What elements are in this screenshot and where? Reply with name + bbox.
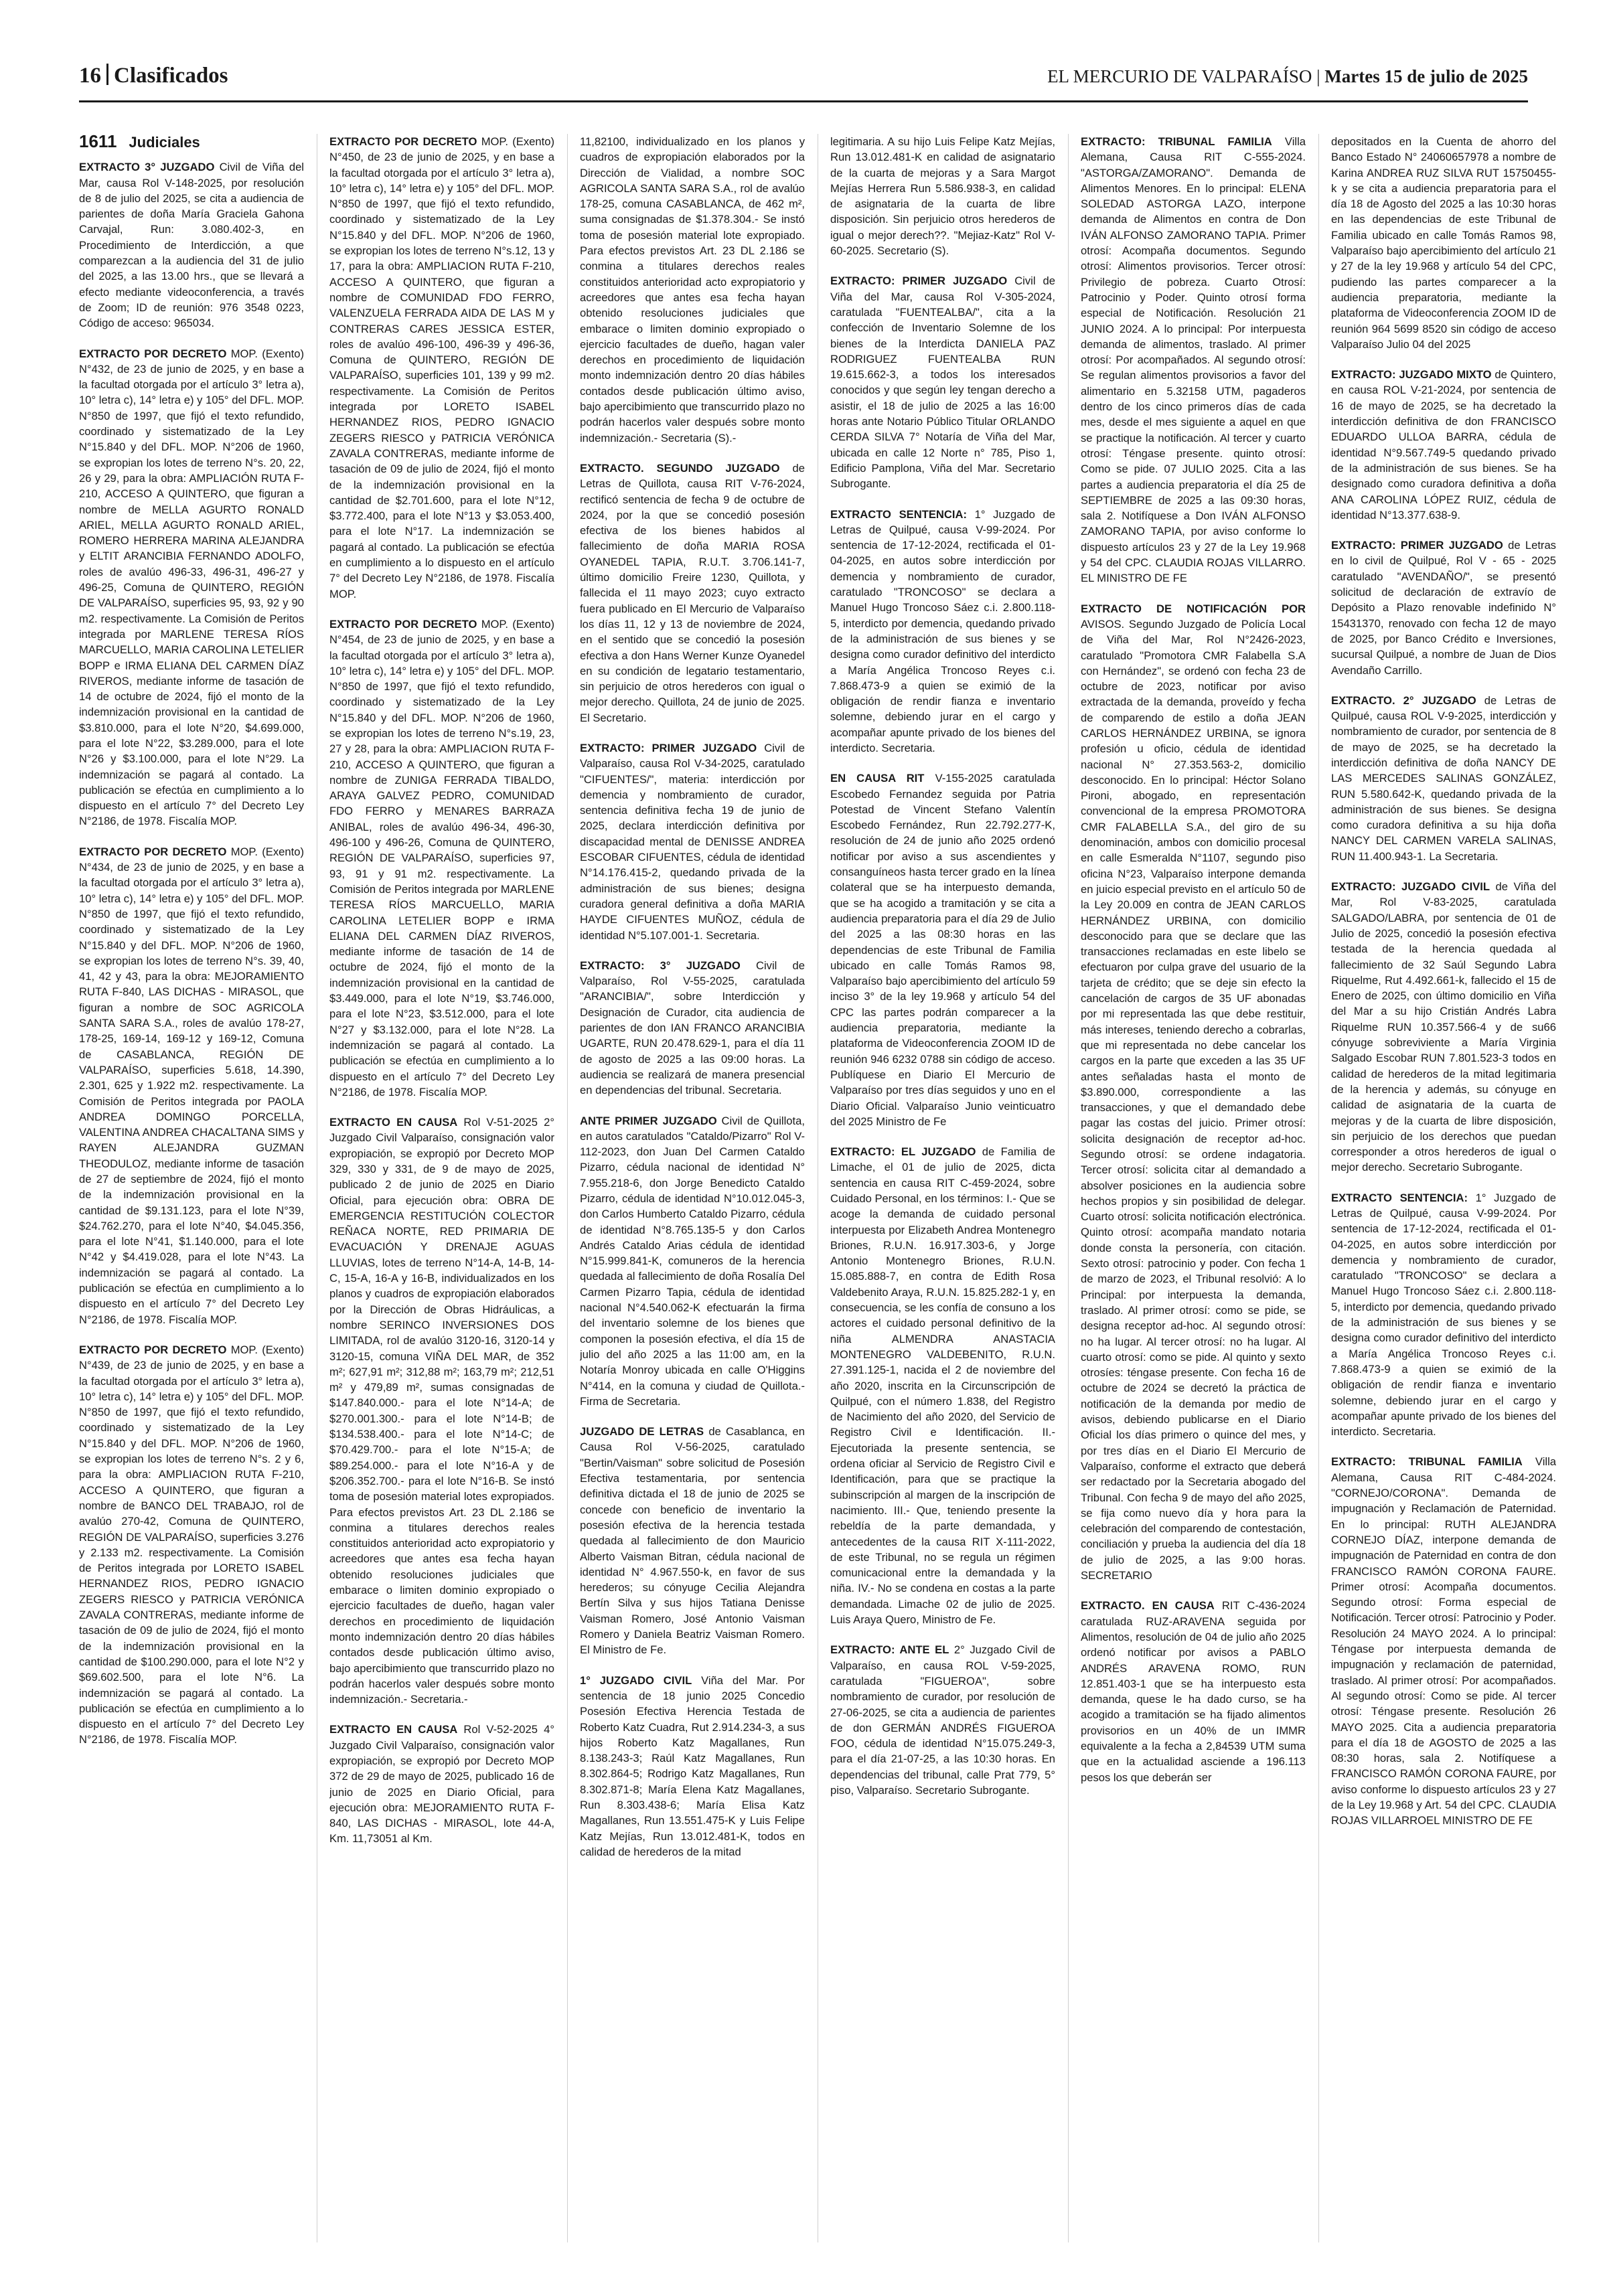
notice-text: de Letras de Quilpué, causa ROL V-9-2025, interdicción y nombramiento de curador, por sentencia de 8 de mayo de 2025, se ha decretado la interdicción definitiva de doña NANCY DE LAS MERCEDES SALINAS GONZÁLEZ, RUN 5.580.642-K, quedando privada de la administración de sus bienes. Se designa como curadora definitiva a su hija doña NANCY DEL CARMEN VARELA SALINAS, RUN 11.400.943-1. La Secretaria.	[1331, 693, 1556, 863]
column-divider	[1318, 134, 1319, 2242]
notice-lead: EXTRACTO: EL JUZGADO	[830, 1145, 976, 1159]
notice-text: Viña del Mar. Por sentencia de 18 junio 2025 Concedio Posesión Efectiva Herencia Testada de Roberto Katz Cuadra, Rut 2.914.234-3, a sus hijos Roberto Katz Magallanes, Run 8.138.243-3; Raúl Katz Magallanes, Run 8.302.864-5; Rodrigo Katz Magallanes, Run 8.302.871-8; María Elena Katz Magallanes, Run 8.303.438-6; María Elisa Katz Magallanes, Run 13.551.475-K y Luis Felipe Katz Mejías, Run 13.012.481-K, todos en calidad de herederos de la mitad	[580, 1673, 805, 1858]
legal-notice	[1331, 134, 1556, 352]
legal-notice	[329, 1115, 554, 1707]
page-number: 16	[79, 64, 101, 88]
notice-lead: ANTE PRIMER JUZGADO	[580, 1114, 717, 1127]
legal-notice	[580, 958, 805, 1098]
notice-lead: EXTRACTO SENTENCIA:	[1331, 1191, 1468, 1204]
notice-text: legitimaria. A su hijo Luis Felipe Katz Mejías, Run 13.012.481-K en calidad de asignatario de la cuarta de mejoras y a Sara Margot Mejías Herrera Run 5.586.938-3, en calidad de asignataria de la cuarta de libre disposición. Sin perjuicio otros herederos de igual o mejor derech??. "Mejiaz-Katz" Rol V-60-2025. Secretario (S).	[830, 135, 1055, 258]
notice-text: MOP. (Exento) N°454, de 23 de junio de 2025, y en base a la facultad otorgada por el artículo 3° letra a), 10° letra c), 14° letra e) y 105° del DFL. MOP. N°850 de 1997, que fijó el texto refundido, coordinado y sistematizado de la Ley N°15.840 y del DFL. MOP. N°206 de 1960, se expropian los lotes de terreno N°s.19, 23, 27 y 28, para la obra: AMPLIACION RUTA F-210, ACCESO A QUINTERO, que figuran a nombre de ZUNIGA FERRADA TIBALDO, ARAYA GALVEZ PEDRO, COMUNIDAD FDO FERRO y MENARES BARRAZA ANIBAL, roles de avalúo 496-34, 496-30, 496-100 y 496-26, Comuna de QUINTERO, REGIÓN DE VALPARAÍSO, superficies 97, 93, 91 y 91 m2. respectivamente. La Comisión de Peritos integrada por MARLENE TERESA RÍOS MARCUELLO, MARIA CAROLINA LETELIER BOPP e IRMA ELIANA DEL CARMEN DÍAZ RIVEROS, mediante informe de tasación de 14 de octubre de 2024, fijó el monto de la indemnización provisional en la cantidad de $3.449.000, para el lote N°19, $3.746.000, para el lote N°23, $3.512.000, para el lote N°27 y $3.132.000, para el lote N°28. La indemnización se pagará al contado. La publicación se efectúa en cumplimiento a lo dispuesto en el artículo 7° del Decreto Ley N°2186, de 1978. Fiscalía MOP.	[329, 617, 554, 1098]
notice-lead: EXTRACTO: 3° JUZGADO	[580, 959, 741, 972]
publication-name: EL MERCURIO DE VALPARAÍSO	[1047, 66, 1312, 86]
notice-lead: EXTRACTO POR DECRETO	[79, 1343, 227, 1356]
notice-text: MOP. (Exento) N°434, de 23 de junio de 2025, y en base a la facultad otorgada por el artículo 3° letra a), 10° letra c), 14° letra e) y 105° del DFL. MOP. N°850 de 1997, que fijó el texto refundido, coordinado y sistematizado de la Ley N°15.840 y del DFL. MOP. N°206 de 1960, se expropian los lotes de terreno N°s. 39, 40, 41, 42 y 43, para la obra: MEJORAMIENTO RUTA F-840, LAS DICHAS - MIRASOL, que figuran a nombre de SOC AGRICOLA SANTA SARA S.A., roles de avalúo 178-27, 178-25, 169-14, 169-12 y 169-12, Comuna de CASABLANCA, REGIÓN DE VALPARAÍSO, superficies 5.618, 14.390, 2.301, 625 y 1.922 m2. respectivamente. La Comisión de Peritos integrada por PAOLA ANDREA DOMINGO PORCELLA, VALENTINA ANDREA CHACALTANA SIMS y RAYEN ALEJANDRA GUZMAN THEODULOZ, mediante informe de tasación de 27 de septiembre de 2024, fijó el monto de la indemnización provisional en la cantidad de $9.131.123, para el lote N°39, $24.762.270, para el lote N°40, $4.045.356, para el lote N°41, $1.140.000, para el lote N°42 y $4.419.028, para el lote N°43. La indemnización se pagará al contado. La publicación se efectúa en cumplimiento a lo dispuesto en el artículo 7° del Decreto Ley N°2186, de 1978. Fiscalía MOP.	[79, 845, 304, 1326]
notice-text: Rol V-51-2025 2° Juzgado Civil Valparaíso, consignación valor expropiación, se expropió por Decreto MOP 329, 330 y 331, de 9 de mayo de 2025, publicado 2 de junio de 2025 en Diario Oficial, para ejecución obra: OBRA DE EMERGENCIA RESTITUCIÓN COLECTOR REÑACA NORTE, RED PRIMARIA DE EVACUACIÓN Y DRENAJE AGUAS LLUVIAS, lotes de terreno N°14-A, 14-B, 14-C, 15-A, 16-A y 16-B, individualizados en los planos y cuadros de expropiación elaborados por la Dirección de Obras Hidráulicas, a nombre SERINCO INVERSIONES DOS LIMITADA, rol de avalúo 3120-16, 3120-14 y 3120-15, comuna VIÑA DEL MAR, de 352 m²; 627,91 m²; 312,88 m²; 163,79 m²; 212,51 m² y 479,89 m², sumas consignadas de $147.840.000.- para el lote N°14-A; de $270.001.300.- para el lote N°14-B; de $134.538.400.- para el lote N°14-C; de $70.429.700.- para el lote N°15-A; de $89.254.000.- para el lote N°16-A y de $206.352.700.- para el lote N°16-B. Se instó toma de posesión material lotes expropiados. Para efectos previstos Art. 23 DL 2.186 se conmina a titulares derechos reales constituidos anterioridad acto expropiatorio y acreedores que antes esa fecha hayan obtenido resoluciones judiciales que embarace o limiten dominio expropiado o ejercicio facultades de dueño, hagan valer derechos en procedimiento de liquidación monto indemnización dentro 20 días hábiles contados desde publicación último aviso, bajo apercibimiento que transcurrido plazo no podrán hacerlos valer después sobre monto indemnización.- Secretaria.-	[329, 1116, 554, 1706]
legal-notice	[79, 844, 304, 1327]
notice-lead: EXTRACTO. SEGUNDO JUZGADO	[580, 461, 780, 475]
publication-date: Martes 15 de julio de 2025	[1324, 66, 1528, 86]
notice-text: de Letras en lo civil de Quilpué, Rol V - 65 - 2025 caratulado "AVENDAÑO/", se presentó solicitud de declaración de extravío de Depósito a Plazo renovable indefinido N° 15431370, renovado con fecha 12 de mayo de 2025, por Banco Crédito e Inversiones, sucursal Quilpué, a nombre de Juan de Dios Avendaño Carrillo.	[1331, 539, 1556, 677]
column-6	[1331, 134, 1556, 2242]
notice-text: de Familia de Limache, el 01 de julio de 2025, dicta sentencia en causa RIT C-459-2024, sobre Cuidado Personal, en los términos: I.- Que se acoge la demanda de cuidado personal interpuesta por Elizabeth Andrea Montenegro Briones, R.U.N. 16.917.303-6, y Jorge Antonio Montenegro Briones, R.U.N. 15.085.888-7, en contra de Edith Rosa Valdebenito Araya, R.U.N. 15.825.282-1 y, en consecuencia, se les confía de consuno a los actores el cuidado personal definitivo de la niña ALMENDRA ANASTACIA MONTENEGRO VALDEBENITO, R.U.N. 27.391.125-1, nacida el 2 de noviembre del año 2020, inscrita en la Circunscripción de Quilpué, con el número 1.838, del Registro de Nacimiento del año 2020, del Servicio de Registro Civil e Identificación. II.- Ejecutoriada la presente sentencia, se ordena oficiar al Servicio de Registro Civil e Identificación, para que se practique la subinscripción al margen de la inscripción de nacimiento. III.- Que, teniendo presente la rebeldía de la parte demandada, y antecedentes de la causa RIT X-111-2022, de este Tribunal, no se regula un régimen comunicacional entre la demandada y la niña. IV.- No se condena en costas a la parte demandada. Limache 02 de julio de 2025. Luis Araya Quero, Ministro de Fe.	[830, 1145, 1055, 1627]
section-title: Clasificados	[114, 64, 228, 88]
notice-text: AVISOS. Segundo Juzgado de Policía Local de Viña del Mar, Rol N°2426-2023, caratulado "Promotora CMR Falabella S.A con Hernández", se ordenó con fecha 23 de octubre de 2023, notificar por aviso extractada de la demanda, proveído y fecha de comparendo de estilo a doña JEAN CARLOS HERNÁNDEZ URBINA, se ignora profesión u oficio, cédula de identidad nacional N° 27.353.563-2, domicilio desconocido. En lo principal: Héctor Solano Pironi, abogado, en representación convencional de la empresa PROMOTORA CMR FALABELLA S.A., del giro de su denominación, ambos con domicilio procesal en calle Esmeralda N°1107, segundo piso oficina N°23, Valparaíso interpone demanda en juicio especial previsto en el artículo 50 de la Ley 20.009 en contra de JEAN CARLOS HERNÁNDEZ URBINA, con domicilio desconocido para que se declare que las transacciones reclamadas en este libelo se efectuaron por culpa grave del usuario de la tarjeta de crédito; que se deje sin efecto la cancelación de cargos de 35 UF abonadas por mi representada las que debe restituir, más intereses, teniendo derecho a cobrarlas, que mi representada no debe cancelar los cargos en la parte que exceden a las 35 UF antes señaladas hasta el monto de $3.890.000, correspondiente a las transacciones, y que el demandado debe pagar las costas del juicio. Primer otrosí: solicita designación de receptor ad-hoc. Segundo otrosí: se ordene indagatoria. Tercer otrosí: solicita citar al demandado a absolver posiciones en la audiencia sobre hechos propios y sin posibilidad de delegar. Cuarto otrosí: solicita notificación electrónica. Quinto otrosí: acompaña mandato notaria donde consta la personería, con citación. Sexto otrosí: patrocinio y poder. Con fecha 1 de marzo de 2023, el Tribunal resolvió: A lo Principal: por interpuesta la demanda, traslado. Al primer otrosí: como se pide, se designa receptor ad-hoc. Al segundo otrosí: no ha lugar. Al tercer otrosí: no ha lugar. Al cuarto otrosí: como se pide. Al quinto y sexto otrosíes: téngase presente. Con fecha 16 de octubre de 2024 se decretó la práctica de notificación de la demanda por medio de avisos, debiendo publicarse en el Diario Oficial los días primero o quince del mes, y por tres días en el Diario El Mercurio de Valparaíso, conforme el extracto que deberá ser redactado por la Secretaria abogado del Tribunal. Con fecha 9 de mayo del año 2025, se fija como nuevo día y hora para la celebración del comparendo de contestación, conciliación y prueba la audiencia del día 18 de julio de 2025, a las 9:00 horas. SECRETARIO	[1081, 617, 1306, 1582]
legal-notice	[580, 1424, 805, 1657]
notice-text: 1° Juzgado de Letras de Quilpué, causa V-99-2024. Por sentencia de 17-12-2024, rectificada el 01-04-2025, en autos sobre interdicción por demencia y nombramiento de curador, caratulado "TRONCOSO" se declara a Manuel Hugo Troncoso Sáez c.i. 2.800.118-5, interdicto por demencia, quedando privado de la administración de sus bienes y se designa como curador definitivo del interdicto a María Angélica Troncoso Reyes c.i. 7.868.473-9 a quien se eximió de la obligación de rendir fianza e inventario solemne, debiendo jurar en el cargo y acompañar apunte privado de los bienes del interdicto. Secretaria.	[1331, 1191, 1556, 1439]
header-right	[1047, 66, 1528, 87]
legal-notice	[830, 770, 1055, 1129]
column-3	[580, 134, 805, 2242]
notice-text: Villa Alemana, Causa RIT C-484-2024. "CORNEJO/CORONA". Demanda de impugnación y Reclamación de Paternidad. En lo principal: RUTH ALEJANDRA CORNEJO DÍAZ, interpone demanda de impugnación de Paternidad en contra de don FRANCISCO RAMÓN CORONA FAURE. Primer otrosí: Acompaña documentos. Segundo otrosí: Forma especial de Notificación. Tercer otrosí: Patrocinio y Poder. Resolución 24 MAYO 2024. A lo principal: Téngase por interpuesta demanda de impugnación y reclamación de paternidad, traslado. Al primer otrosí: Por acompañados. Al segundo otrosí: Como se pide. Al tercer otrosí: Téngase presente. Resolución 26 MAYO 2025. Cita a audiencia preparatoria para el día 18 de AGOSTO de 2025 a las 08:30 horas, sala 2. Notifíquese a FRANCISCO RAMÓN CORONA FAURE, por aviso conforme lo dispuesto artículos 23 y 27 de la Ley 19.968 y Art. 54 del CPC. CLAUDIA ROJAS VILLARROEL MINISTRO DE FE	[1331, 1455, 1556, 1827]
legal-notice	[1081, 1598, 1306, 1785]
notice-text: Villa Alemana, Causa RIT C-555-2024. "ASTORGA/ZAMORANO". Demanda de Alimentos Menores. En lo principal: ELENA SOLEDAD ASTORGA LAZO, interpone demanda de Alimentos en contra de Don IVÁN ALFONSO ZAMORANO TAPIA. Primer otrosí: Acompaña documentos. Segundo otrosí: Alimentos provisorios. Tercer otrosí: Privilegio de pobreza. Cuarto Otrosí: Patrocinio y Poder. Quinto otrosí forma especial de Notificación. Resolución 21 JUNIO 2024. A lo principal: Por interpuesta demanda de alimentos, traslado. Al primer otrosí: Por acompañados. Al segundo otrosí: Se regulan alimentos provisorios a favor del alimentario en 5.32158 UTM, pagaderos dentro de los cinco primeros días de cada mes, desde el mes siguiente a aquel en que se practique la notificación. Al tercer y cuarto otrosí: Téngase presente. quinto otrosí: Como se pide. 07 JULIO 2025. Cita a las partes a audiencia preparatoria el día 25 de SEPTIEMBRE de 2025 a las 09:30 horas, sala 2. Notifíquese a Don IVÁN ALFONSO ZAMORANO TAPIA, por aviso conforme lo dispuesto artículos 23 y 27 de la Ley 19.968 y 54 del CPC. CLAUDIA ROJAS VILLARRO. EL MINISTRO DE FE	[1081, 135, 1306, 585]
legal-notice	[1331, 879, 1556, 1175]
legal-notice	[830, 273, 1055, 491]
notice-text: RIT C-436-2024 caratulada RUZ-ARAVENA seguida por Alimentos, resolución de 04 de julio año 2025 ordenó notificar por avisos a PABLO ANDRÉS ARAVENA ROMO, RUN 12.851.403-1 que se ha interpuesto esta demanda, quese le ha dado curso, se ha acogido a tramitación se ha fijado alimentos provisorios en un 40% de un IMMR equivalente a la fecha a 2,84539 UTM suma que en la actualidad asciende a 196.113 pesos los que deberán ser	[1081, 1599, 1306, 1784]
notice-text: Civil de Quillota, en autos caratulados "Cataldo/Pizarro" Rol V-112-2023, don Juan Del Carmen Cataldo Pizarro, cédula nacional de identidad N° 7.955.218-6, don Jorge Benedicto Cataldo Pizarro, cédula de identidad N°10.012.045-3, don Carlos Humberto Cataldo Pizarro, cédula de identidad N°8.765.135-5 y don Carlos Andrés Cataldo Arias cédula de identidad N°15.999.841-K, comuneros de la herencia quedada al fallecimiento de doña Rosalía Del Carmen Pizarro Tapia, cédula de identidad nacional N°4.540.062-K efectuarán la firma del inventario solemne de los bienes que componen la posesión efectiva, el día 15 de julio del año 2025 a las 11:00 am, en la Notaría Monroy ubicada en calle O'Higgins N°414, en la comuna y ciudad de Quillota.- Firma de Secretaria.	[580, 1114, 805, 1408]
notice-text: MOP. (Exento) N°439, de 23 de junio de 2025, y en base a la facultad otorgada por el artículo 3° letra a), 10° letra c), 14° letra e) y 105° del DFL. MOP. N°850 de 1997, que fijó el texto refundido, coordinado y sistematizado de la Ley N°15.840 y del DFL. MOP. N°206 de 1960, se expropian los lotes de terreno N°s. 2 y 6, para la obra: AMPLIACION RUTA F-210, ACCESO A QUINTERO, que figuran a nombre de BANCO DEL TRABAJO, rol de avalúo 270-42, Comuna de QUINTERO, REGIÓN DE VALPARAÍSO, superficies 3.276 y 2.133 m2. respectivamente. La Comisión de Peritos integrada por LORETO ISABEL HERNANDEZ RIOS, PEDRO IGNACIO ZEGERS RIESCO y PATRICIA VERÓNICA ZAVALA CONTRERAS, mediante informe de tasación de 09 de julio de 2024, fijó el monto de la indemnización provisional en la cantidad de $100.290.000, para el lote N°2 y $69.602.500, para el lote N°6. La indemnización se pagará al contado. La publicación se efectúa en cumplimiento a lo dispuesto en el artículo 7° del Decreto Ley N°2186, de 1978. Fiscalía MOP.	[79, 1343, 304, 1746]
notice-lead: JUZGADO DE LETRAS	[580, 1425, 704, 1439]
legal-notice	[1331, 1454, 1556, 1828]
legal-notice	[580, 461, 805, 726]
page-header	[79, 62, 1528, 97]
column-divider	[567, 134, 568, 2242]
legal-notice	[329, 1722, 554, 1846]
header-right-divider: |	[1316, 66, 1325, 86]
legal-notice	[830, 507, 1055, 756]
notice-text: Civil de Viña del Mar, causa Rol V-148-2025, por resolución de 8 de julio del 2025, se cita a audiencia de parientes de doña María Graciela Gahona Carvajal, Run: 3.080.402-3, en Procedimiento de Interdicción, a que comparezcan a la audiencia del 31 de julio del 2025, a las 13.00 hrs., que se llevará a efecto mediante videoconferencia, a través de Zoom; ID de reunión: 976 3548 0223, Código de acceso: 965034.	[79, 161, 304, 330]
notice-text: 1° Juzgado de Letras de Quilpué, causa V-99-2024. Por sentencia de 17-12-2024, rectificada el 01-04-2025, en autos sobre interdicción por demencia y nombramiento de curador, caratulado "TRONCOSO" se declara a Manuel Hugo Troncoso Sáez c.i. 2.800.118-5, interdicto por demencia, quedando privado de la administración de sus bienes y se designa como curador definitivo del interdicto a María Angélica Troncoso Reyes c.i. 7.868.473-9 a quien se eximió de la obligación de rendir fianza e inventario solemne, debiendo jurar en el cargo y acompañar apunte privado de los bienes del interdicto. Secretaria.	[830, 507, 1055, 754]
legal-notice	[79, 1342, 304, 1748]
notice-text: Civil de Valparaíso, Rol V-55-2025, caratulada "ARANCIBIA/", sobre Interdicción y Designación de Curador, cita audiencia de parientes de don IAN FRANCO ARANCIBIA UGARTE, RUN 20.478.629-1, para el día 11 de agosto de 2025 a las 09:00 horas. La audiencia se realizará de manera presencial en dependencias del tribunal. Secretaria.	[580, 959, 805, 1097]
column-1	[79, 134, 304, 2242]
notice-lead: EXTRACTO: JUZGADO CIVIL	[1331, 880, 1490, 894]
column-5	[1081, 134, 1306, 2242]
notice-lead: EXTRACTO POR DECRETO	[79, 845, 227, 858]
notice-lead: EXTRACTO DE NOTIFICACIÓN POR	[1081, 602, 1306, 615]
legal-notice	[830, 1144, 1055, 1627]
notice-text: Civil de Valparaíso, causa Rol V-34-2025, caratulado "CIFUENTES/", materia: interdicción por demencia y nombramiento de curador, sentencia definitiva fecha 19 de junio de 2025, declara interdicción definitiva por discapacidad mental de DENISSE ANDREA ESCOBAR CIFUENTES, cédula de identidad N°14.176.415-2, quedando privada de la administración de sus bienes; designa curadora general definitiva a doña MARIA HAYDE CIFUENTES MUÑOZ, cédula de identidad N°5.107.001-1. Secretaria.	[580, 741, 805, 942]
header-rule	[79, 100, 1528, 102]
legal-notice	[1331, 693, 1556, 864]
legal-notice	[79, 346, 304, 829]
column-2	[329, 134, 554, 2242]
notice-lead: EXTRACTO: TRIBUNAL FAMILIA	[1331, 1455, 1523, 1469]
legal-notice	[329, 134, 554, 602]
legal-notice	[1331, 1190, 1556, 1440]
legal-notice	[830, 1642, 1055, 1798]
legal-notice	[580, 1113, 805, 1410]
legal-notice	[580, 740, 805, 943]
notice-lead: EXTRACTO: PRIMER JUZGADO	[580, 741, 757, 754]
column-divider	[1068, 134, 1069, 2242]
legal-notice	[79, 159, 304, 331]
notice-lead: EXTRACTO. 2° JUZGADO	[1331, 693, 1476, 707]
legal-notice	[580, 1673, 805, 1860]
legal-notice	[830, 134, 1055, 258]
notice-lead: EN CAUSA RIT	[830, 772, 925, 785]
notice-text: de Casablanca, en Causa Rol V-56-2025, caratulado "Bertin/Vaisman" sobre solicitud de Posesión Efectiva testamentaria, por sentencia definitiva dictada el 18 de junio de 2025 se concede con beneficio de inventario la posesión efectiva de la herencia testada quedada al fallecimiento de don Mauricio Alberto Vaisman Bitran, cédula nacional de identidad N° 4.967.550-k, en favor de sus herederos; su cónyuge Cecilia Alejandra Bertín Silva y sus hijos Tatiana Denisse Vaisman Romero, José Antonio Vaisman Romero y Daniela Beatriz Vaisman Romero. El Ministro de Fe.	[580, 1425, 805, 1657]
notice-text: MOP. (Exento) N°450, de 23 de junio de 2025, y en base a la facultad otorgada por el artículo 3° letra a), 10° letra c), 14° letra e) y 105° del DFL. MOP. N°850 de 1997, que fijó el texto refundido, coordinado y sistematizado de la Ley N°15.840 y del DFL. MOP. N°206 de 1960, se expropian los lotes de terreno N°s.12, 13 y 17, para la obra: AMPLIACION RUTA F-210, ACCESO A QUINTERO, que figuran a nombre de COMUNIDAD FDO FERRO, VALENZUELA FERRADA AIDA DE LAS M y CONTRERAS CARES JESSICA ESTER, roles de avalúo 496-100, 496-39 y 496-36, Comuna de QUINTERO, REGIÓN DE VALPARAÍSO, superficies 101, 139 y 99 m2. respectivamente. La Comisión de Peritos integrada por LORETO ISABEL HERNANDEZ RIOS, PEDRO IGNACIO ZEGERS RIESCO y PATRICIA VERÓNICA ZAVALA CONTRERAS, mediante informe de tasación de 09 de julio de 2024, fijó el monto de la indemnización provisional en la cantidad de $2.701.600, para el lote N°12, $3.772.400, para el lote N°13 y $3.053.400, para el lote N°17. La indemnización se pagará al contado. La publicación se efectúa en cumplimiento a lo dispuesto en el artículo 7° del Decreto Ley N°2186, de 1978. Fiscalía MOP.	[329, 135, 554, 600]
legal-notice	[329, 617, 554, 1100]
notice-text: de Quintero, en causa ROL V-21-2024, por sentencia de 16 de mayo de 2025, se ha decretado la interdicción definitiva de don FRANCISCO EDUARDO ULLOA BARRA, cédula de identidad N°9.567.749-5 quedando privado de la administración de sus bienes. Se ha designado como curadora definitiva a doña ANA CAROLINA LÓPEZ RUIZ, cédula de identidad N°13.377.638-9.	[1331, 368, 1556, 521]
notice-lead: EXTRACTO: PRIMER JUZGADO	[830, 274, 1008, 288]
notice-lead: EXTRACTO 3° JUZGADO	[79, 161, 215, 174]
notice-text: 2° Juzgado Civil de Valparaíso, en causa ROL V-59-2025, caratulada "FIGUEROA", sobre nombramiento de curador, por resolución de 27-06-2025, se cita a audiencia de parientes de don GERMÁN ANDRÉS FIGUEROA FOO, cédula de identidad N°15.075.249-3, para el día 21-07-25, a las 10:30 horas. En dependencias del tribunal, calle Prat 779, 5° piso, Valparaíso. Secretario Subrogante.	[830, 1643, 1055, 1797]
column-4	[830, 134, 1055, 2242]
header-divider	[106, 64, 108, 85]
section-heading	[79, 134, 304, 150]
notice-text: de Letras de Quillota, causa RIT V-76-2024, rectificó sentencia de fecha 9 de octubre de 2024, por la que se concedió posesión efectiva de los bienes habidos al fallecimiento de doña MARIA ROSA OYANEDEL TAPIA, R.U.T. 3.706.141-7, último domicilio Freire 1230, Quillota, y fallecida el 11 mayo 2023; cuyo extracto fuera publicado en El Mercurio de Valparaíso los días 11, 12 y 13 de noviembre de 2024, en el sentido que se concedió la posesión efectiva a don Hans Werner Kunze Oyanedel en su condición de legatario testamentario, sin perjuicio de otros herederos con igual o mejor derecho. Quillota, 24 de junio de 2025. El Secretario.	[580, 461, 805, 724]
notice-lead: EXTRACTO POR DECRETO	[329, 617, 477, 631]
notice-text: V-155-2025 caratulada Escobedo Fernandez seguida por Patria Potestad de Vincent Stefano Valentín Escobedo Fernández, Run 22.792.277-K, resolución de 24 de junio año 2025 ordenó notificar por aviso a sus ascendientes y consanguíneos hasta tercer grado en la línea colateral que se ha interpuesto demanda, que se ha acogido a tramitación y se cita a audiencia preparatoria para el día 29 de Julio del 2025 a las 08:30 horas en las dependencias de este Tribunal de Familia ubicado en calle Tomás Ramos 98, Valparaíso bajo apercibimiento del artículo 59 inciso 3° de la ley 19.968 y artículo 54 del CPC las partes podrán comparecer a la audiencia preparatoria, mediante la plataforma de Videoconferencia ZOOM ID de reunión 946 6232 0788 sin código de acceso. Publíquese en Diario El Mercurio de Valparaíso por tres días seguidos y uno en el Diario Oficial. Valparaíso Junio veinticuatro del 2025 Ministro de Fe	[830, 772, 1055, 1128]
notice-text: 11,82100, individualizado en los planos y cuadros de expropiación elaborados por la Dirección de Vialidad, a nombre SOC AGRICOLA SANTA SARA S.A., rol de avalúo 178-25, comuna CASABLANCA, de 462 m², suma consignadas de $1.378.304.- Se instó toma de posesión material lote expropiado. Para efectos previstos Art. 23 DL 2.186 se conmina a titulares derechos reales constituidos anterioridad acto expropiatorio y acreedores que antes esa fecha hayan obtenido resoluciones judiciales que embarace o limiten dominio expropiado o ejercicio facultades de dueño, hagan valer derechos en procedimiento de liquidación monto indemnización dentro 20 días hábiles contados desde publicación último aviso, bajo apercibimiento que transcurrido plazo no podrán hacerlos valer después sobre monto indemnización.- Secretaria (S).-	[580, 135, 805, 444]
legal-notice	[580, 134, 805, 446]
notice-text: Civil de Viña del Mar, causa Rol V-305-2024, caratulada "FUENTEALBA/", cita a la confección de Inventario Solemne de los bienes de la Interdicta DANIELA PAZ RODRIGUEZ FUENTEALBA RUN 19.615.662-3, a todos los interesados conocidos y que según ley tengan derecho a asistir, el 18 de julio de 2025 a las 16:00 horas ante Notario Público Titular ORLANDO CERDA SILVA 7° Notaría de Viña del Mar, ubicada en calle 12 Norte n° 785, Piso 1, Edificio Pamplona, Viña del Mar. Secretario Subrogante.	[830, 274, 1055, 491]
notice-lead: EXTRACTO EN CAUSA	[329, 1116, 458, 1129]
notice-text: depositados en la Cuenta de ahorro del Banco Estado N° 24060657978 a nombre de Karina ANDREA RUZ SILVA RUT 15750455-k y se cita a audiencia preparatoria para el día 18 de Agosto del 2025 a las 10:30 horas en las dependencias de este Tribunal de Familia ubicado en calle Tomás Ramos 98, Valparaíso bajo apercibimiento del artículo 21 y 27 de la ley 19.968 y artículo 54 del CPC, pudiendo las partes comparecer a la audiencia preparatoria, mediante la plataforma de Videoconferencia ZOOM ID de reunión 964 5699 8520 sin código de acceso Valparaíso Julio 04 del 2025	[1331, 135, 1556, 351]
notice-lead: 1° JUZGADO CIVIL	[580, 1673, 692, 1687]
notice-lead: EXTRACTO. EN CAUSA	[1081, 1599, 1215, 1613]
notice-lead: EXTRACTO SENTENCIA:	[830, 507, 968, 521]
legal-notice	[1331, 367, 1556, 523]
notice-lead: EXTRACTO POR DECRETO	[329, 135, 477, 148]
notice-lead: EXTRACTO EN CAUSA	[329, 1723, 458, 1736]
classifieds-columns	[79, 134, 1556, 2242]
notice-lead: EXTRACTO: TRIBUNAL FAMILIA	[1081, 135, 1272, 148]
notice-text: Rol V-52-2025 4° Juzgado Civil Valparaíso, consignación valor expropiación, se expropió por Decreto MOP 372 de 29 de mayo de 2025, publicado 16 de junio de 2025 en Diario Oficial, para ejecución obra: MEJORAMIENTO RUTA F-840, LAS DICHAS - MIRASOL, lote 44-A, Km. 11,73051 al Km.	[329, 1723, 554, 1846]
notice-lead: EXTRACTO: JUZGADO MIXTO	[1331, 368, 1492, 382]
notice-lead: EXTRACTO: ANTE EL	[830, 1643, 949, 1657]
notice-text: de Viña del Mar, Rol V-83-2025, caratulada SALGADO/LABRA, por sentencia de 01 de Julio de 2025, concedió la posesión efectiva testada de la herencia quedada al fallecimiento de 32 Saúl Segundo Labra Riquelme, Rut 4.492.661-k, fallecido el 15 de Enero de 2025, con último domicilio en Viña del Mar a su hijo Cristián Andrés Labra Riquelme RUN 10.357.566-4 y de su66 cónyuge sobreviviente a María Virginia Salgado Escobar RUN 7.801.523-3 todos en calidad de herederos de la mitad legitimaria de la herencia y además, su cónyuge en calidad de asignataria de la cuarta de mejoras y de la cuarta de libre disposición, sin perjuicio de los derechos que puedan corresponder a otros herederos de igual o mejor derecho. Secretario Subrogante.	[1331, 880, 1556, 1174]
section-code: 1611	[79, 134, 117, 151]
legal-notice	[1331, 538, 1556, 678]
notice-lead: EXTRACTO POR DECRETO	[79, 347, 227, 360]
header-left	[79, 64, 228, 88]
legal-notice	[1081, 601, 1306, 1584]
notice-lead: EXTRACTO: PRIMER JUZGADO	[1331, 539, 1503, 552]
notice-text: MOP. (Exento) N°432, de 23 de junio de 2025, y en base a la facultad otorgada por el artículo 3° letra a), 10° letra c), 14° letra e) y 105° del DFL. MOP. N°850 de 1997, que fijó el texto refundido, coordinado y sistematizado de la Ley N°15.840 y del DFL. MOP. N°206 de 1960, se expropian los lotes de terreno N°s. 20, 22, 26 y 29, para la obra: AMPLIACIÓN RUTA F-210, ACCESO A QUINTERO, que figuran a nombre de MELLA AGURTO RONALD ARIEL, MELLA AGURTO RONALD ARIEL, ROMERO HERRERA MARINA ALEJANDRA y ELTIT ARANCIBIA FERNANDO ADOLFO, roles de avalúo 496-33, 496-31, 496-27 y 496-25, Comuna de QUINTERO, REGIÓN DE VALPARAÍSO, superficies 95, 93, 92 y 90 m2. respectivamente. La Comisión de Peritos integrada por MARLENE TERESA RÍOS MARCUELLO, MARIA CAROLINA LETELIER BOPP e IRMA ELIANA DEL CARMEN DÍAZ RIVEROS, mediante informe de tasación de 14 de octubre de 2024, fijó el monto de la indemnización provisional en la cantidad de $3.810.000, para el lote N°20, $4.699.000, para el lote N°22, $3.289.000, para el lote N°26 y $3.100.000, para el lote N°29. La indemnización se pagará al contado. La publicación se efectúa en cumplimiento a lo dispuesto en el artículo 7° del Decreto Ley N°2186, de 1978. Fiscalía MOP.	[79, 347, 304, 828]
legal-notice	[1081, 134, 1306, 586]
section-name: Judiciales	[129, 134, 200, 151]
